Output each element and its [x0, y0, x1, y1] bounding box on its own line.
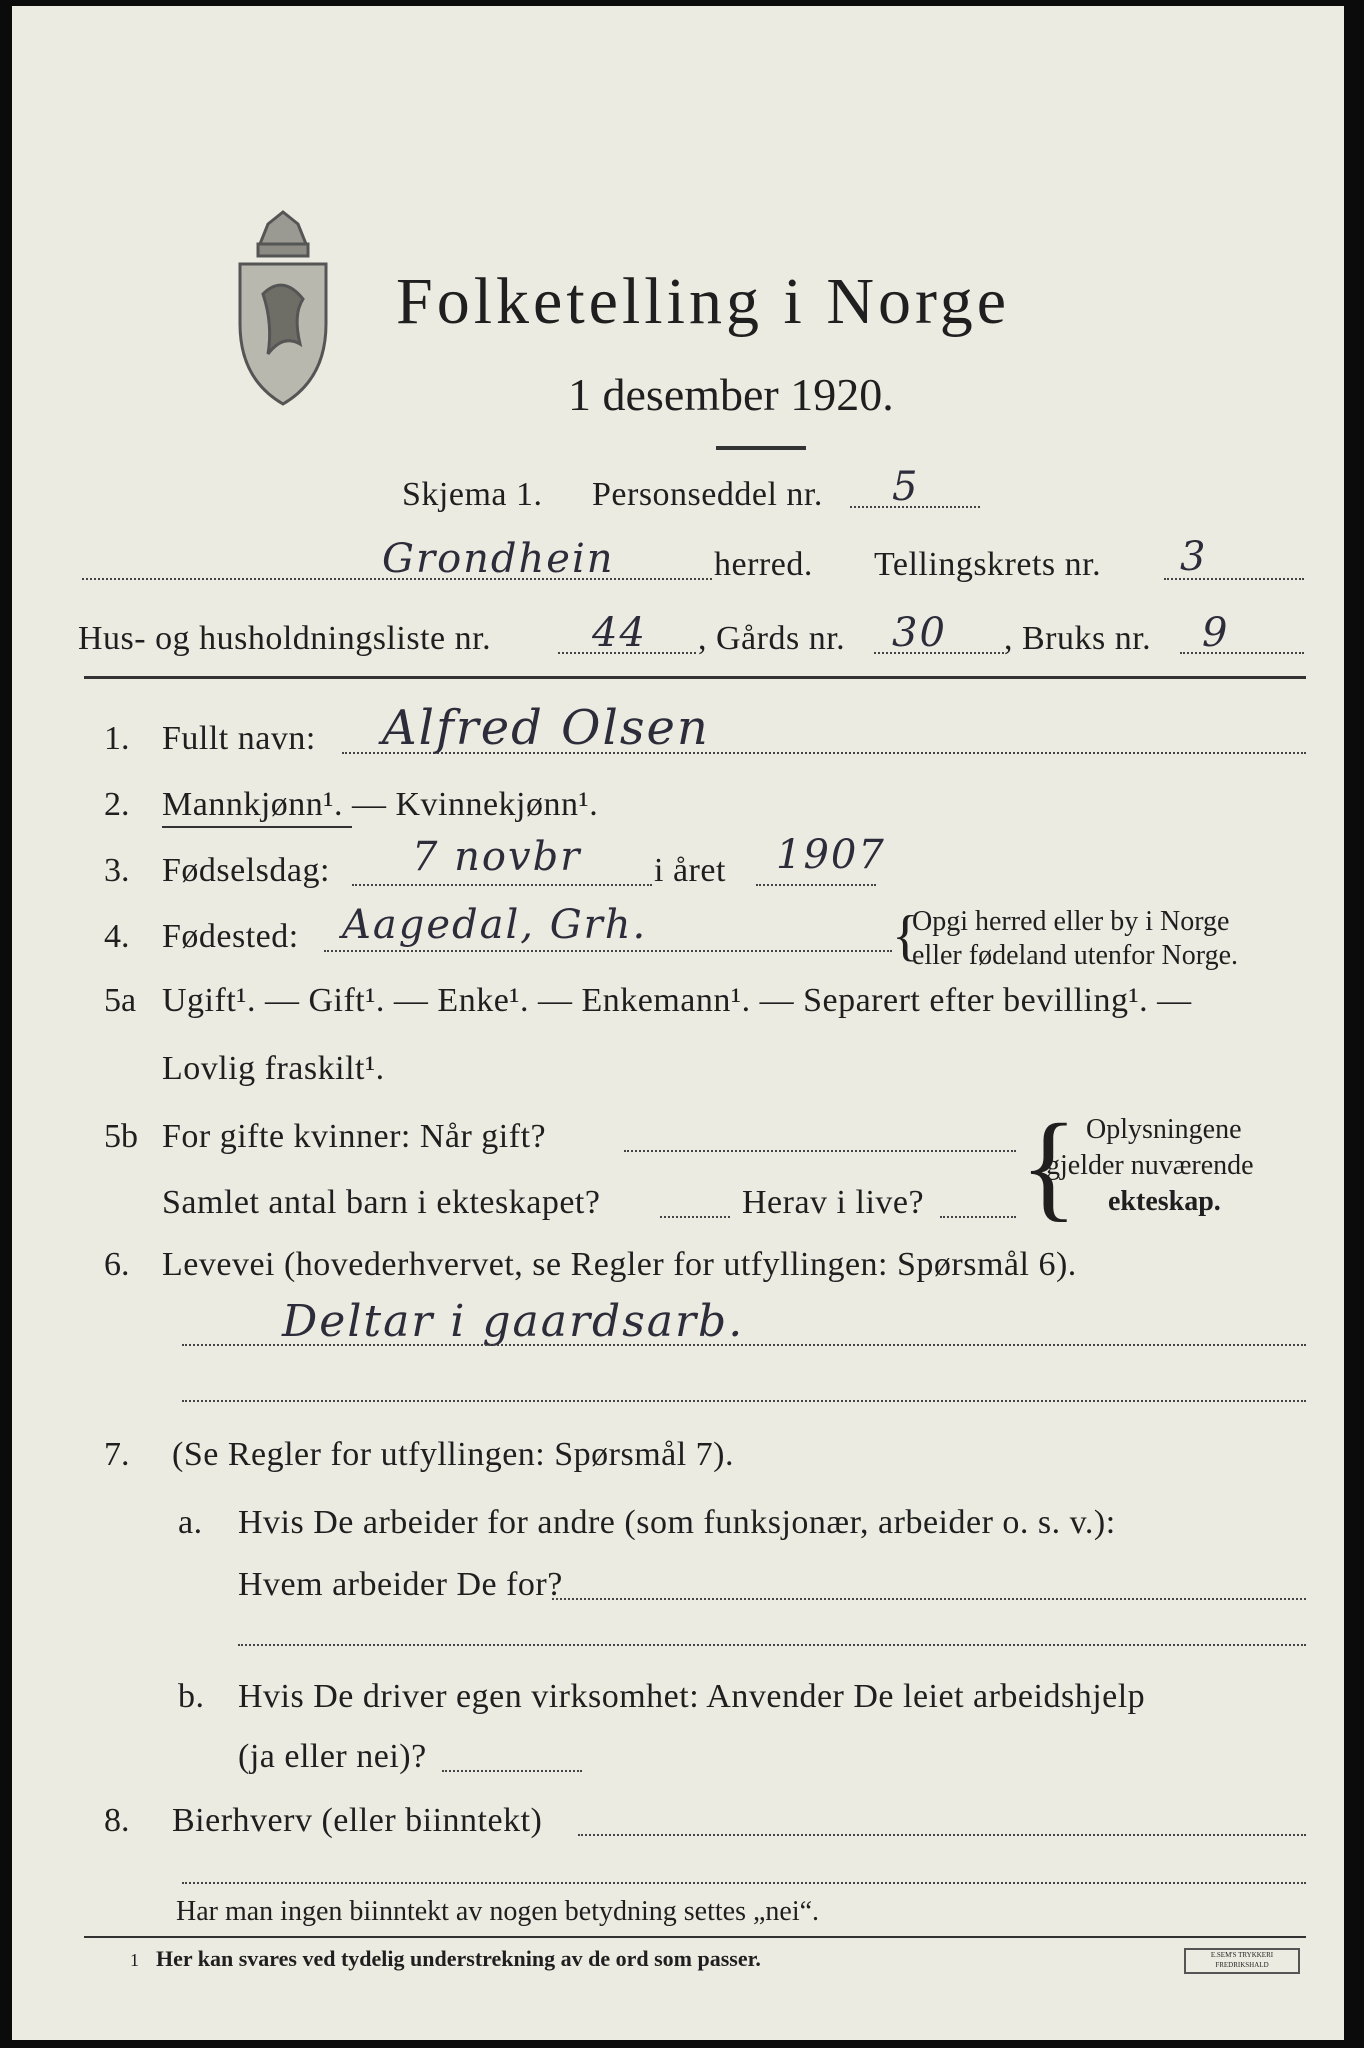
q7a-field-line2 [238, 1644, 1306, 1646]
q1-value[interactable]: Alfred Olsen [382, 700, 710, 756]
q4-number: 4. [104, 918, 130, 955]
q4-field-line [324, 950, 892, 952]
q5a-line2: Lovlig fraskilt¹. [162, 1050, 385, 1087]
q8-field-line2 [182, 1882, 1306, 1884]
q6-value[interactable]: Deltar i gaardsarb. [282, 1296, 745, 1347]
q5b-number: 5b [104, 1118, 138, 1155]
q5b-note2: gjelder nuværende [1046, 1150, 1254, 1181]
q3-label: Fødselsdag: [162, 852, 330, 889]
skjema-label: Skjema 1. [402, 476, 543, 513]
q3-number: 3. [104, 852, 130, 889]
footnote-mark: 1 [130, 1950, 139, 1970]
census-form-sheet [12, 6, 1344, 2040]
q2-number: 2. [104, 786, 130, 823]
q3-year-value[interactable]: 1907 [776, 832, 886, 878]
q7b-line1: Hvis De driver egen virksomhet: Anvender De leiet arbeidshjelp [238, 1678, 1146, 1715]
q1-number: 1. [104, 720, 130, 757]
q6-number: 6. [104, 1246, 130, 1283]
tellingskrets-value[interactable]: 3 [1180, 534, 1208, 580]
norway-coat-of-arms-icon [228, 204, 338, 414]
title-divider [716, 446, 806, 450]
q4-label: Fødested: [162, 918, 299, 955]
printer-stamp: E.SEM'S TRYKKERI FREDRIKSHALD [1184, 1948, 1300, 1974]
q5b-line1: For gifte kvinner: Når gift? [162, 1118, 547, 1155]
herred-value[interactable]: Grondhein [382, 536, 615, 582]
q7b-line2: (ja eller nei)? [238, 1738, 427, 1775]
q3-year-field-line [756, 884, 876, 886]
q5b-married-field-line [624, 1150, 1016, 1152]
personseddel-label: Personseddel nr. [592, 476, 823, 513]
footnote-divider [84, 1936, 1306, 1938]
q8-number: 8. [104, 1802, 130, 1839]
q3-year-label: i året [654, 852, 726, 889]
q7a-line2: Hvem arbeider De for? [238, 1566, 563, 1603]
footnote-text: Her kan svares ved tydelig understrekning av de ord som passer. [156, 1946, 761, 1971]
q5b-children-field-line [660, 1216, 730, 1218]
q5b-note-brace: { [1020, 1099, 1078, 1232]
q3-field-line [352, 884, 652, 886]
q4-note-brace: { [892, 905, 919, 967]
q8-note: Har man ingen biinntekt av nogen betydning settes „nei“. [176, 1896, 820, 1927]
q4-note-line1: Opgi herred eller by i Norge [912, 906, 1230, 937]
q6-field-line1 [182, 1344, 1306, 1346]
bruks-value[interactable]: 9 [1202, 610, 1230, 656]
q3-value[interactable]: 7 novbr [412, 834, 582, 880]
tellingskrets-label: Tellingskrets nr. [874, 546, 1102, 583]
gards-value[interactable]: 30 [892, 610, 947, 656]
q7a-field-line1 [552, 1598, 1306, 1600]
form-title: Folketelling i Norge [396, 265, 1011, 338]
q5b-line2b: Herav i live? [742, 1184, 925, 1221]
bruks-label: , Bruks nr. [1004, 620, 1152, 657]
q7b-letter: b. [178, 1678, 205, 1715]
q6-label: Levevei (hovederhvervet, se Regler for utfyllingen: Spørsmål 6). [162, 1246, 1077, 1283]
herred-label: herred. [714, 546, 813, 583]
q5b-line2a: Samlet antal barn i ekteskapet? [162, 1184, 601, 1221]
q7b-field-line [442, 1770, 582, 1772]
q8-field-line1 [578, 1834, 1306, 1836]
q4-note-line2: eller fødeland utenfor Norge. [912, 940, 1239, 971]
q7-number: 7. [104, 1436, 130, 1473]
gards-label: , Gårds nr. [698, 620, 846, 657]
q1-label: Fullt navn: [162, 720, 316, 757]
bruks-field-line [1180, 652, 1304, 654]
q2-label: Mannkjønn¹. — Kvinnekjønn¹. [162, 786, 599, 823]
q7-label: (Se Regler for utfyllingen: Spørsmål 7). [172, 1436, 735, 1473]
q5b-note1: Oplysningene [1086, 1114, 1242, 1145]
hus-label: Hus- og husholdningsliste nr. [78, 620, 492, 657]
header-divider [84, 676, 1306, 679]
q5a-line1: Ugift¹. — Gift¹. — Enke¹. — Enkemann¹. — Separert efter bevilling¹. — [162, 982, 1192, 1019]
q5a-number: 5a [104, 982, 137, 1019]
q5b-note3: ekteskap. [1108, 1186, 1221, 1217]
q8-label: Bierhverv (eller biinntekt) [172, 1802, 543, 1839]
q2-selection-underline [162, 826, 352, 828]
hus-value[interactable]: 44 [592, 610, 647, 656]
census-date: 1 desember 1920. [568, 369, 894, 420]
q7a-line1: Hvis De arbeider for andre (som funksjonær, arbeider o. s. v.): [238, 1504, 1116, 1541]
q7a-letter: a. [178, 1504, 203, 1541]
q6-field-line2 [182, 1400, 1306, 1402]
q4-value[interactable]: Aagedal, Grh. [342, 902, 648, 948]
personseddel-value[interactable]: 5 [892, 464, 920, 510]
q5b-alive-field-line [940, 1216, 1016, 1218]
